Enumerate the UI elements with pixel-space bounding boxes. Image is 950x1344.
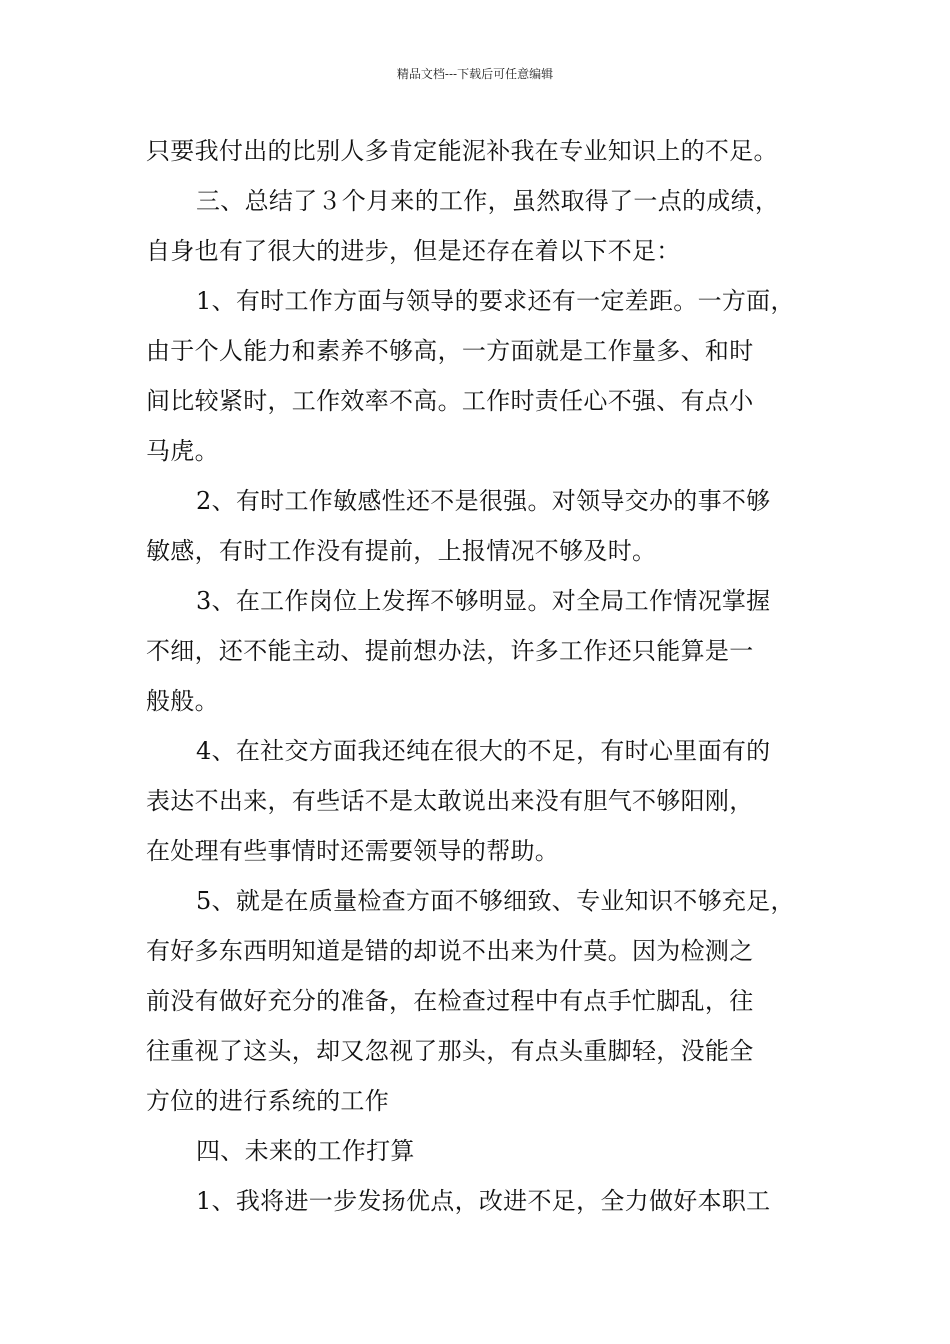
paragraph-line: 马虎。 xyxy=(146,437,219,465)
paragraph-line: 自身也有了很大的进步，但是还存在着以下不足： xyxy=(146,237,681,265)
list-item-1: 1、有时工作方面与领导的要求还有一定差距。一方面， xyxy=(196,287,795,315)
paragraph-line: 间比较紧时，工作效率不高。工作时责任心不强、有点小 xyxy=(146,387,754,415)
list-item-3: 3、在工作岗位上发挥不够明显。对全局工作情况掌握 xyxy=(196,587,771,615)
paragraph-line: 有好多东西明知道是错的却说不出来为什莫。因为检测之 xyxy=(146,937,754,965)
paragraph-line: 敏感，有时工作没有提前，上报情况不够及时。 xyxy=(146,537,657,565)
section-heading-4: 四、未来的工作打算 xyxy=(196,1137,415,1165)
section-heading-3: 三、总结了３个月来的工作，虽然取得了一点的成绩， xyxy=(196,187,780,215)
page-header: 精品文档---下载后可任意编辑 xyxy=(396,67,554,81)
paragraph-line: 方位的进行系统的工作 xyxy=(146,1087,389,1115)
list-item-5: 5、就是在质量检查方面不够细致、专业知识不够充足， xyxy=(196,887,795,915)
paragraph-line: 表达不出来，有些话不是太敢说出来没有胆气不够阳刚， xyxy=(146,787,754,815)
paragraph-line: 般般。 xyxy=(146,687,219,715)
paragraph-line: 不细，还不能主动、提前想办法，许多工作还只能算是一 xyxy=(146,637,754,665)
list-item-1: 1、我将进一步发扬优点，改进不足，全力做好本职工 xyxy=(196,1187,771,1215)
paragraph-line: 往重视了这头，却又忽视了那头，有点头重脚轻，没能全 xyxy=(146,1037,754,1065)
list-item-4: 4、在社交方面我还纯在很大的不足，有时心里面有的 xyxy=(196,737,771,765)
paragraph-line: 前没有做好充分的准备，在检查过程中有点手忙脚乱，往 xyxy=(146,987,754,1015)
paragraph-line: 在处理有些事情时还需要领导的帮助。 xyxy=(146,837,560,865)
paragraph-line: 只要我付出的比别人多肯定能泥补我在专业知识上的不足。 xyxy=(146,137,778,165)
list-item-2: 2、有时工作敏感性还不是很强。对领导交办的事不够 xyxy=(196,487,771,515)
paragraph-line: 由于个人能力和素养不够高，一方面就是工作量多、和时 xyxy=(146,337,754,365)
